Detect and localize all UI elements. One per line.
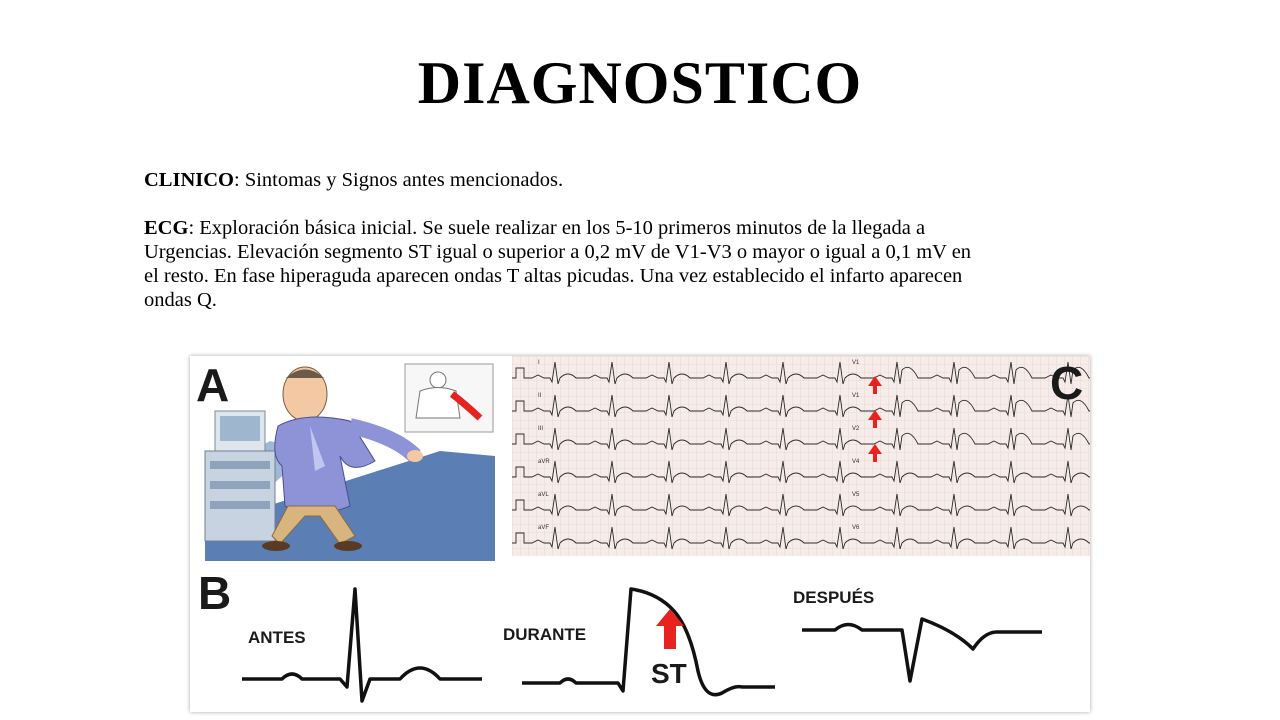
lead-label: I	[538, 360, 540, 366]
lead-label: II	[538, 393, 542, 399]
pain-diagram-inset	[405, 364, 493, 432]
during-label: DURANTE	[503, 625, 587, 644]
panel-b-waveforms	[190, 561, 1090, 712]
after-label: DESPUÉS	[793, 588, 875, 607]
slide-body	[144, 168, 974, 312]
before-label: ANTES	[248, 628, 306, 647]
panel-c-ecg-strip	[512, 356, 1090, 556]
lead-label: V6	[852, 525, 860, 531]
lead-label: aVR	[538, 459, 550, 465]
st-label: ST	[651, 658, 687, 689]
clinico-paragraph	[144, 168, 974, 192]
ecg-infarction-figure	[190, 356, 1090, 712]
ecg-text: : Exploración básica inicial. Se suele realizar en los 5-10 primeros minutos de la llegada a Urgencias. Elevación segmento ST igual o superior a 0,2 mV de V1-V3 o mayor o igual a 0,1 mV en el resto. En fase hiperaguda aparecen ondas T altas picudas. Una vez establecido el infarto aparecen ondas Q.	[144, 217, 972, 311]
lead-label: III	[538, 426, 544, 432]
panel-c-letter: C	[1050, 357, 1084, 409]
panel-a-illustration	[190, 356, 500, 561]
lead-label: V1	[852, 393, 860, 399]
panel-b-letter: B	[198, 567, 232, 619]
ecg-label: ECG	[144, 217, 189, 239]
ecg-paragraph	[144, 216, 974, 312]
lead-label: aVL	[538, 492, 549, 498]
lead-label: V4	[852, 459, 860, 465]
panel-a-letter: A	[196, 359, 230, 411]
lead-label: V1	[852, 360, 860, 366]
slide-title: DIAGNOSTICO	[417, 50, 863, 116]
medical-equipment	[205, 411, 275, 541]
lead-label: V5	[852, 492, 860, 498]
clinico-label: CLINICO	[144, 169, 234, 191]
lead-label: V2	[852, 426, 860, 432]
clinico-text: : Sintomas y Signos antes mencionados.	[234, 169, 564, 191]
lead-label: aVF	[538, 525, 550, 531]
